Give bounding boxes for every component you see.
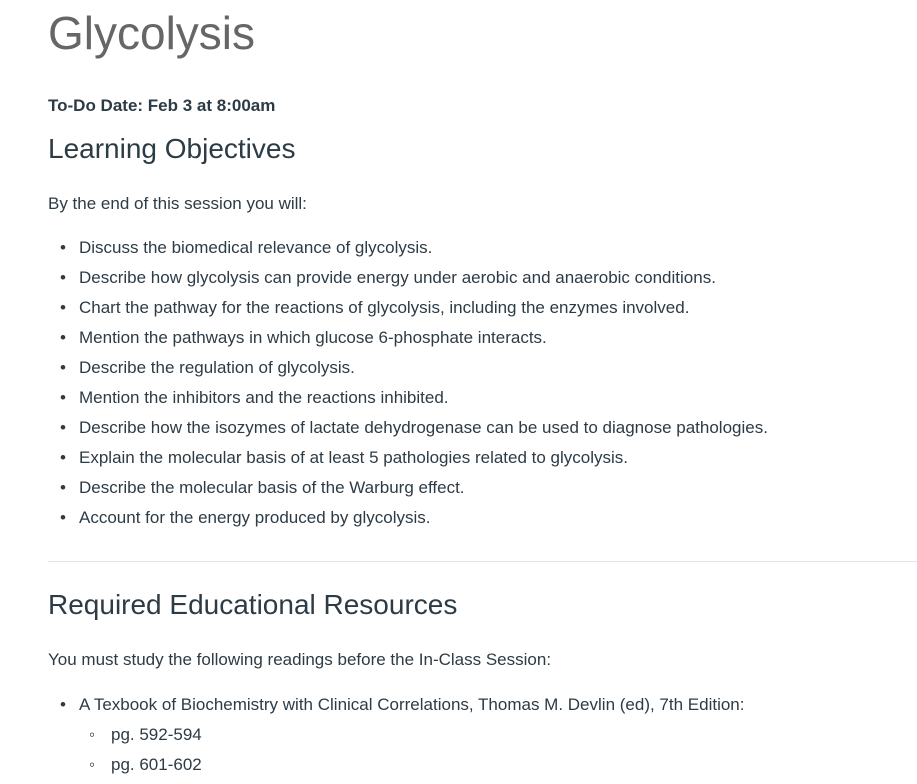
required-resources-heading: Required Educational Resources (48, 589, 458, 620)
list-item: • Account for the energy produced by glycolysis. (48, 503, 768, 533)
list-item: • Chart the pathway for the reactions of glycolysis, including the enzymes involved. (48, 293, 768, 323)
list-item: • Describe how glycolysis can provide energy under aerobic and anaerobic conditions. (48, 263, 768, 293)
list-item-book: • A Texbook of Biochemistry with Clinical Correlations, Thomas M. Devlin (ed), 7th Edition: (48, 690, 744, 720)
list-item: • Mention the pathways in which glucose 6-phosphate interacts. (48, 323, 768, 353)
list-item: • Discuss the biomedical relevance of glycolysis. (48, 233, 768, 263)
list-item: • Describe the regulation of glycolysis. (48, 353, 768, 383)
list-item: • Mention the inhibitors and the reactions inhibited. (48, 383, 768, 413)
list-item-pages: ◦ pg. 592-594 (48, 720, 744, 750)
list-item: • Explain the molecular basis of at least 5 pathologies related to glycolysis. (48, 443, 768, 473)
objectives-list (48, 233, 768, 533)
resources-list (48, 690, 744, 780)
divider (48, 561, 917, 562)
learning-objectives-heading: Learning Objectives (48, 133, 296, 164)
resources-intro: You must study the following readings before the In-Class Session: (48, 650, 552, 669)
list-item: • Describe the molecular basis of the Warburg effect. (48, 473, 768, 503)
page-title: Glycolysis (48, 7, 256, 59)
list-item: • Describe how the isozymes of lactate dehydrogenase can be used to diagnose pathologies. (48, 413, 768, 443)
todo-date: To-Do Date: Feb 3 at 8:00am (48, 96, 276, 115)
objectives-intro: By the end of this session you will: (48, 194, 307, 213)
list-item-pages: ◦ pg. 601-602 (48, 750, 744, 780)
